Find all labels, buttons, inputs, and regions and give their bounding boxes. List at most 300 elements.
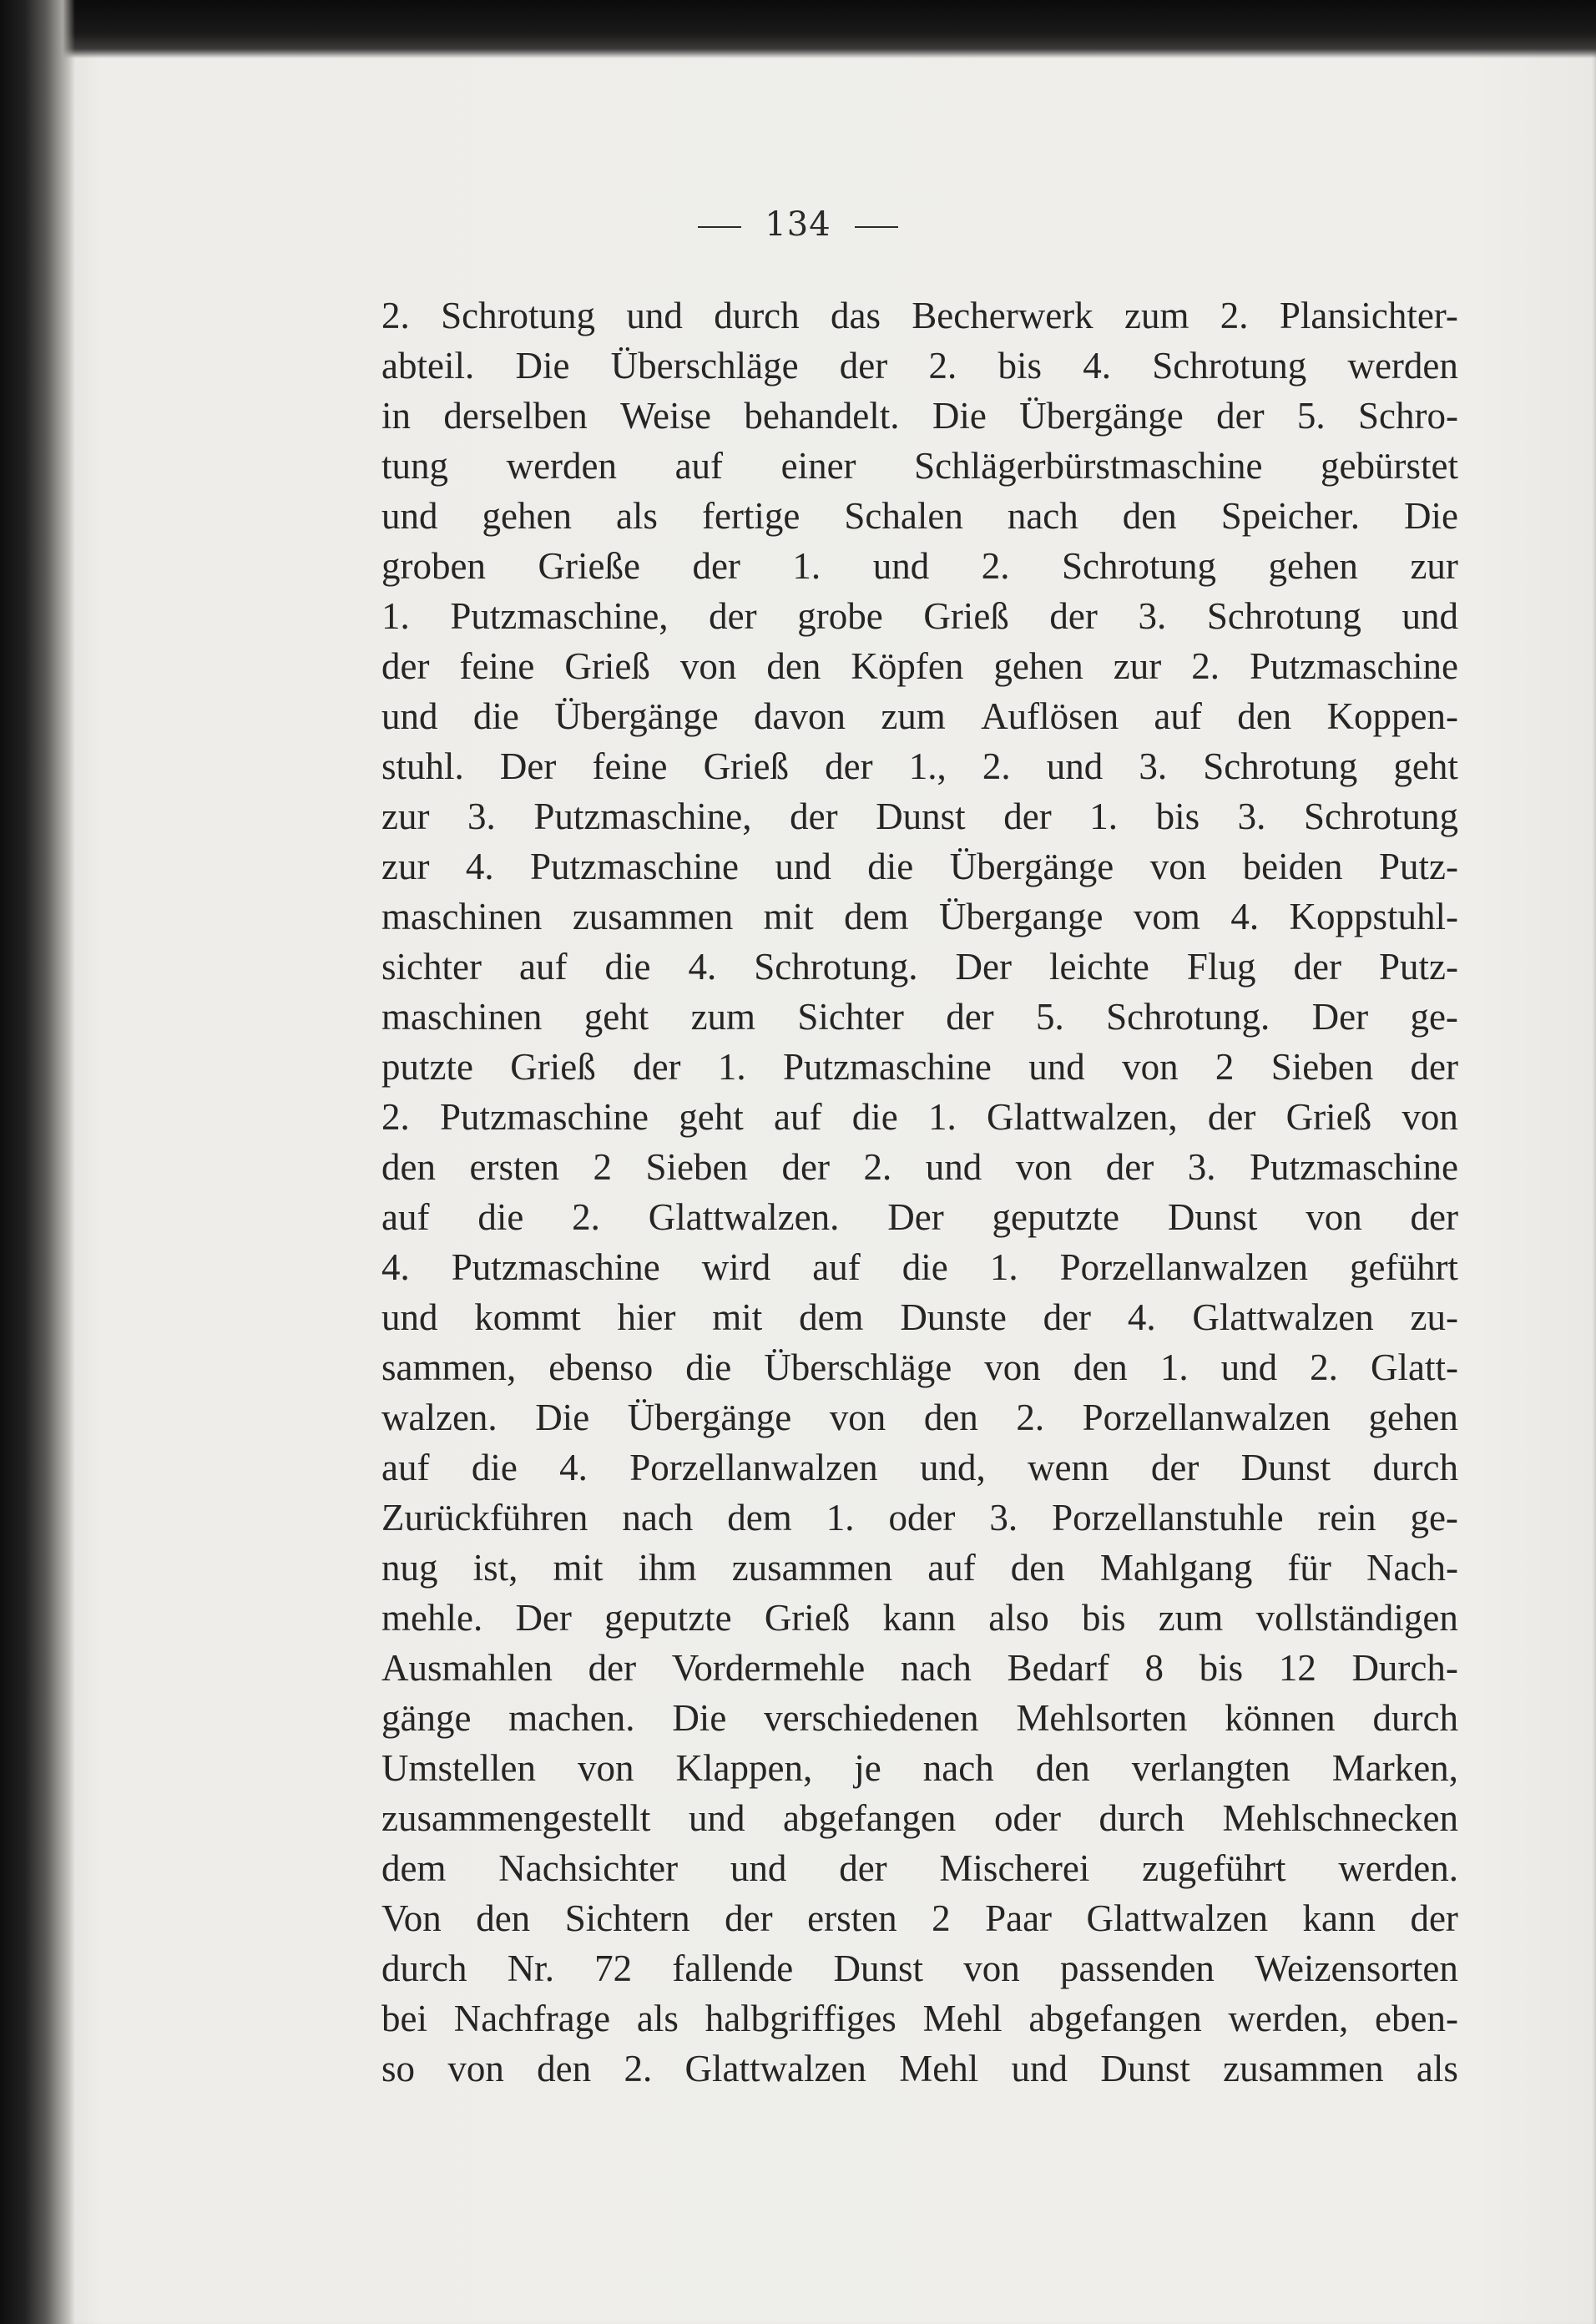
word: Putz- — [1378, 946, 1458, 988]
word: Weizensorten — [1255, 1948, 1458, 1989]
word: die — [477, 1196, 524, 1238]
word: also — [988, 1597, 1049, 1639]
word: Übergänge — [554, 695, 719, 737]
text-line — [381, 1743, 1458, 1793]
word: beiden — [1242, 846, 1343, 887]
word: von — [679, 645, 737, 687]
word: Übergange — [938, 896, 1104, 937]
word: der — [1105, 1146, 1154, 1188]
text-line — [381, 841, 1458, 892]
word: ist, — [472, 1547, 518, 1589]
word: den — [923, 1397, 978, 1438]
text-line — [381, 1342, 1458, 1392]
word: von — [447, 2048, 504, 2089]
word: ersten — [469, 1146, 559, 1188]
word: und — [872, 545, 930, 587]
text-line — [381, 1442, 1458, 1493]
word: Nach- — [1366, 1547, 1458, 1589]
word: Mischerei — [939, 1847, 1090, 1889]
word: grobe — [797, 595, 883, 637]
text-line — [381, 1893, 1458, 1943]
text-line — [381, 1543, 1458, 1593]
word: als — [1416, 2048, 1458, 2089]
word: 1. — [826, 1497, 855, 1538]
word: auf — [674, 445, 724, 487]
word: Dunst — [1240, 1447, 1331, 1488]
word: nach — [622, 1497, 694, 1538]
word: Putzmaschine — [1250, 645, 1458, 687]
word: den — [766, 645, 821, 687]
word: der — [839, 1847, 887, 1889]
word: 5. — [1296, 395, 1326, 437]
word: durch — [1372, 1697, 1458, 1739]
word: 2. — [1220, 295, 1249, 336]
word: auf — [381, 1447, 430, 1488]
word: 8 — [1144, 1647, 1164, 1689]
word: kann — [1302, 1897, 1376, 1939]
word: Klappen, — [675, 1747, 813, 1789]
word: zusammen — [1223, 2048, 1384, 2089]
word: den — [1073, 1346, 1128, 1388]
word: durch — [714, 295, 800, 336]
text-line — [381, 1092, 1458, 1142]
word: maschinen — [381, 996, 543, 1038]
word: der — [1043, 1296, 1092, 1338]
word: Schrotung — [1303, 796, 1458, 837]
word: Schrotung — [1203, 745, 1358, 787]
word: Porzellanwalzen — [1059, 1246, 1308, 1288]
word: zusammen — [731, 1547, 893, 1589]
word: rein — [1317, 1497, 1376, 1538]
text-line — [381, 2044, 1458, 2094]
word: Die — [535, 1397, 590, 1438]
word: und — [688, 1797, 745, 1839]
word: und — [1028, 1046, 1085, 1088]
word: 4. — [465, 846, 494, 887]
word: walzen. — [381, 1397, 497, 1438]
word: Putz- — [1378, 846, 1458, 887]
word: Glatt- — [1370, 1346, 1458, 1388]
word: Porzellanstuhle — [1052, 1497, 1284, 1538]
word: Bedarf — [1007, 1647, 1109, 1689]
word: sammen, — [381, 1346, 517, 1388]
word: gehen — [993, 645, 1083, 687]
word: der — [1410, 1897, 1458, 1939]
text-line — [381, 1242, 1458, 1292]
word: oder — [993, 1797, 1061, 1839]
word: auf — [1154, 695, 1202, 737]
word: der — [790, 796, 838, 837]
word: Grieß — [703, 745, 790, 787]
word: werden, — [1228, 1998, 1349, 2039]
word: Die — [672, 1697, 727, 1739]
word: Schrotung — [1206, 595, 1361, 637]
word: Überschläge — [610, 345, 799, 386]
word: nach — [922, 1747, 994, 1789]
word: der — [633, 1046, 681, 1088]
text-line — [381, 591, 1458, 641]
word: der — [381, 645, 430, 687]
word: der — [1410, 1196, 1458, 1238]
word: groben — [381, 545, 486, 587]
word: leichte — [1048, 946, 1149, 988]
word: Grieße — [538, 545, 640, 587]
text-line — [381, 1042, 1458, 1092]
word: den — [1237, 695, 1292, 737]
text-line — [381, 391, 1458, 441]
word: Der — [515, 1597, 572, 1639]
text-line — [381, 1392, 1458, 1442]
word: Überschläge — [764, 1346, 952, 1388]
word: Schrotung — [441, 295, 596, 336]
word: stuhl. — [381, 745, 464, 787]
word: den — [476, 1897, 531, 1939]
word: Grieß — [923, 595, 1009, 637]
word: von — [963, 1948, 1020, 1989]
word: 4. — [1083, 345, 1111, 386]
word: und — [1011, 2048, 1068, 2089]
word: 4. — [559, 1447, 588, 1488]
word: zusammen — [572, 896, 734, 937]
word: auf — [812, 1246, 861, 1288]
word: ge- — [1410, 1497, 1458, 1538]
word: kann — [882, 1597, 956, 1639]
word: und — [925, 1146, 982, 1188]
text-line — [381, 290, 1458, 341]
word: Mehlsorten — [1016, 1697, 1188, 1739]
word: der — [588, 1647, 637, 1689]
word: fertige — [701, 495, 801, 537]
word: feine — [592, 745, 668, 787]
word: abteil. — [381, 345, 475, 386]
word: Dunst — [1100, 2048, 1190, 2089]
word: davon — [754, 695, 846, 737]
page-number — [0, 205, 1596, 244]
word: die — [471, 1447, 518, 1488]
word: 2. — [1016, 1397, 1045, 1438]
word: Mahlgang — [1099, 1547, 1253, 1589]
word: bis — [998, 345, 1042, 386]
word: und — [626, 295, 683, 336]
word: zur — [1113, 645, 1162, 687]
word: Putzmaschine — [530, 846, 739, 887]
word: einer — [780, 445, 856, 487]
word: Mehl — [922, 1998, 1003, 2039]
word: Porzellanwalzen — [1082, 1397, 1331, 1438]
text-line — [381, 491, 1458, 541]
word: auf — [927, 1547, 976, 1589]
word: vom — [1133, 896, 1200, 937]
word: mit — [763, 896, 814, 937]
word: 12 — [1278, 1647, 1316, 1689]
word: ersten — [807, 1897, 897, 1939]
word: 1. — [1159, 1346, 1189, 1388]
word: Grieß — [564, 645, 650, 687]
word: der — [692, 545, 740, 587]
word: und — [1046, 745, 1104, 787]
word: Die — [932, 395, 987, 437]
text-line — [381, 1292, 1458, 1342]
word: Plansichter- — [1279, 295, 1458, 336]
word: Glattwalzen — [1192, 1296, 1374, 1338]
word: Übergänge — [627, 1397, 792, 1438]
word: durch — [381, 1948, 467, 1989]
word: zum — [690, 996, 756, 1038]
text-line — [381, 1843, 1458, 1893]
word: 3. — [989, 1497, 1018, 1538]
word: Marken, — [1331, 1747, 1458, 1789]
word: ebenso — [548, 1346, 654, 1388]
text-line — [381, 1943, 1458, 1993]
word: der — [1293, 946, 1341, 988]
word: oder — [888, 1497, 956, 1538]
word: feine — [459, 645, 535, 687]
word: den — [1122, 495, 1177, 537]
word: von — [578, 1747, 634, 1789]
word: Der — [1311, 996, 1369, 1038]
word: dem — [727, 1497, 792, 1538]
word: in — [381, 395, 412, 437]
word: der — [1049, 595, 1098, 637]
word: hier — [617, 1296, 676, 1338]
word: 3. — [467, 796, 496, 837]
word: auf — [518, 946, 568, 988]
word: 2. — [928, 345, 957, 386]
word: Zurückführen — [381, 1497, 588, 1538]
word: Ausmahlen — [381, 1647, 553, 1689]
word: von — [1306, 1196, 1362, 1238]
page-number-dash-left — [698, 226, 741, 228]
word: Putzmaschine — [1250, 1146, 1458, 1188]
word: 2. — [1310, 1346, 1338, 1388]
word: gehen — [1268, 545, 1358, 587]
word: der — [1003, 796, 1052, 837]
word: der — [839, 345, 888, 386]
word: 2. — [982, 745, 1011, 787]
word: und — [1402, 595, 1458, 637]
word: ihm — [638, 1547, 697, 1589]
word: dem — [844, 896, 909, 937]
word: gehen — [1368, 1397, 1458, 1438]
word: Der — [887, 1196, 944, 1238]
word: Die — [1403, 495, 1458, 537]
word: 1. — [927, 1096, 957, 1138]
word: 1. — [1089, 796, 1118, 837]
word: bis — [1081, 1597, 1126, 1639]
word: Umstellen — [381, 1747, 536, 1789]
word: putzte — [381, 1046, 473, 1088]
word: 5. — [1035, 996, 1064, 1038]
word: Sichter — [797, 996, 904, 1038]
word: können — [1225, 1697, 1336, 1739]
word: Schrotung. — [1106, 996, 1270, 1038]
word: und — [730, 1847, 787, 1889]
word: 3. — [1187, 1146, 1216, 1188]
word: Von — [381, 1897, 442, 1939]
word: Paar — [985, 1897, 1053, 1939]
text-line — [381, 691, 1458, 741]
word: geht — [1393, 745, 1458, 787]
word: 2. — [981, 545, 1010, 587]
word: den — [381, 1146, 436, 1188]
word: von — [1122, 1046, 1179, 1088]
word: Glattwalzen — [684, 2048, 866, 2089]
word: zur — [381, 796, 430, 837]
text-line — [381, 641, 1458, 691]
word: der — [709, 595, 757, 637]
word: der — [1150, 1447, 1200, 1488]
word: zugeführt — [1142, 1847, 1286, 1889]
word: nach — [900, 1647, 972, 1689]
word: kommt — [474, 1296, 581, 1338]
word: 72 — [594, 1948, 633, 1989]
text-line — [381, 942, 1458, 992]
word: von — [984, 1346, 1041, 1388]
word: Übergänge — [1019, 395, 1184, 437]
word: tung — [381, 445, 449, 487]
word: Nr. — [507, 1948, 554, 1989]
word: geht — [679, 1096, 744, 1138]
word: von — [1015, 1146, 1073, 1188]
word: Flug — [1186, 946, 1256, 988]
word: der — [725, 1897, 773, 1939]
word: mit — [712, 1296, 763, 1338]
word: die — [851, 1096, 898, 1138]
word: halbgriffiges — [705, 1998, 896, 2039]
word: maschinen — [381, 896, 543, 937]
word: Glattwalzen, — [986, 1096, 1178, 1138]
text-line — [381, 1693, 1458, 1743]
word: Nachfrage — [453, 1998, 611, 2039]
word: werden — [506, 445, 618, 487]
word: als — [615, 495, 658, 537]
word: zum — [1158, 1597, 1224, 1639]
word: der — [1207, 1096, 1256, 1138]
word: Nachsichter — [498, 1847, 679, 1889]
word: bei — [381, 1998, 427, 2039]
word: 2. — [624, 2048, 653, 2089]
word: Porzellanwalzen — [629, 1447, 878, 1488]
word: Übergänge — [949, 846, 1114, 887]
word: zur — [381, 846, 430, 887]
word: passenden — [1059, 1948, 1215, 1989]
word: Putzmaschine, — [533, 796, 752, 837]
word: 1. — [792, 545, 821, 587]
word: zum — [1124, 295, 1189, 336]
word: 3. — [1139, 745, 1168, 787]
word: die — [472, 695, 519, 737]
text-line — [381, 1493, 1458, 1543]
text-line — [381, 741, 1458, 791]
word: dem — [799, 1296, 864, 1338]
word: 4. — [381, 1246, 410, 1288]
word: abgefangen — [783, 1797, 957, 1839]
word: Koppen- — [1326, 695, 1458, 737]
word: Auflösen — [981, 695, 1119, 737]
word: geputzte — [992, 1196, 1119, 1238]
word: und — [381, 495, 438, 537]
word: zur — [1410, 545, 1458, 587]
word: mehle. — [381, 1597, 483, 1639]
word: 1. — [717, 1046, 746, 1088]
word: behandelt. — [744, 395, 900, 437]
text-line — [381, 892, 1458, 942]
word: den — [1010, 1547, 1065, 1589]
word: Der — [955, 946, 1012, 988]
text-line — [381, 1142, 1458, 1192]
word: Sieben — [645, 1146, 748, 1188]
word: als — [636, 1998, 679, 2039]
word: Grieß — [764, 1597, 851, 1639]
word: durch — [1372, 1447, 1458, 1488]
word: gehen — [482, 495, 572, 537]
word: 2. — [572, 1196, 600, 1238]
word: 2. — [381, 1096, 410, 1138]
word: Grieß — [1285, 1096, 1372, 1138]
word: nach — [1007, 495, 1078, 537]
word: Die — [515, 345, 570, 386]
word: Dunst — [1167, 1196, 1258, 1238]
word: machen. — [508, 1697, 635, 1739]
word: und — [1220, 1346, 1278, 1388]
word: 2. — [381, 295, 410, 336]
word: von — [1402, 1096, 1458, 1138]
word: Becherwerk — [912, 295, 1093, 336]
word: je — [854, 1747, 881, 1789]
word: Dunst — [876, 796, 966, 837]
word: Koppstuhl- — [1289, 896, 1458, 937]
word: auf — [773, 1096, 822, 1138]
word: Sieben — [1270, 1046, 1374, 1088]
word: 2. — [1191, 645, 1220, 687]
word: 3. — [1138, 595, 1167, 637]
word: Köpfen — [851, 645, 964, 687]
text-line — [381, 1643, 1458, 1693]
word: 3. — [1237, 796, 1266, 837]
word: 1. — [989, 1246, 1018, 1288]
word: Putzmaschine — [782, 1046, 992, 1088]
word: der — [1410, 1046, 1458, 1088]
word: Schrotung — [1061, 545, 1216, 587]
text-line — [381, 341, 1458, 391]
word: 2 — [593, 1146, 612, 1188]
word: Dunste — [900, 1296, 1007, 1338]
word: vollständigen — [1255, 1597, 1458, 1639]
word: und — [775, 846, 831, 887]
word: geführt — [1349, 1246, 1458, 1288]
text-line — [381, 1192, 1458, 1242]
word: bis — [1155, 796, 1200, 837]
word: fallende — [672, 1948, 794, 1989]
word: Schrotung — [1152, 345, 1307, 386]
word: gänge — [381, 1697, 472, 1739]
word: der — [825, 745, 873, 787]
word: dem — [381, 1847, 447, 1889]
word: die — [604, 946, 651, 988]
word: wenn — [1028, 1447, 1109, 1488]
text-line — [381, 541, 1458, 591]
word: 2 — [1215, 1046, 1235, 1088]
word: derselben — [443, 395, 588, 437]
body-text — [381, 290, 1458, 2094]
word: der — [781, 1146, 830, 1188]
word: Durch- — [1351, 1647, 1458, 1689]
word: der — [946, 996, 994, 1038]
word: Speicher. — [1220, 495, 1360, 537]
text-line — [381, 1593, 1458, 1643]
word: geputzte — [604, 1597, 732, 1639]
word: den — [1035, 1747, 1090, 1789]
